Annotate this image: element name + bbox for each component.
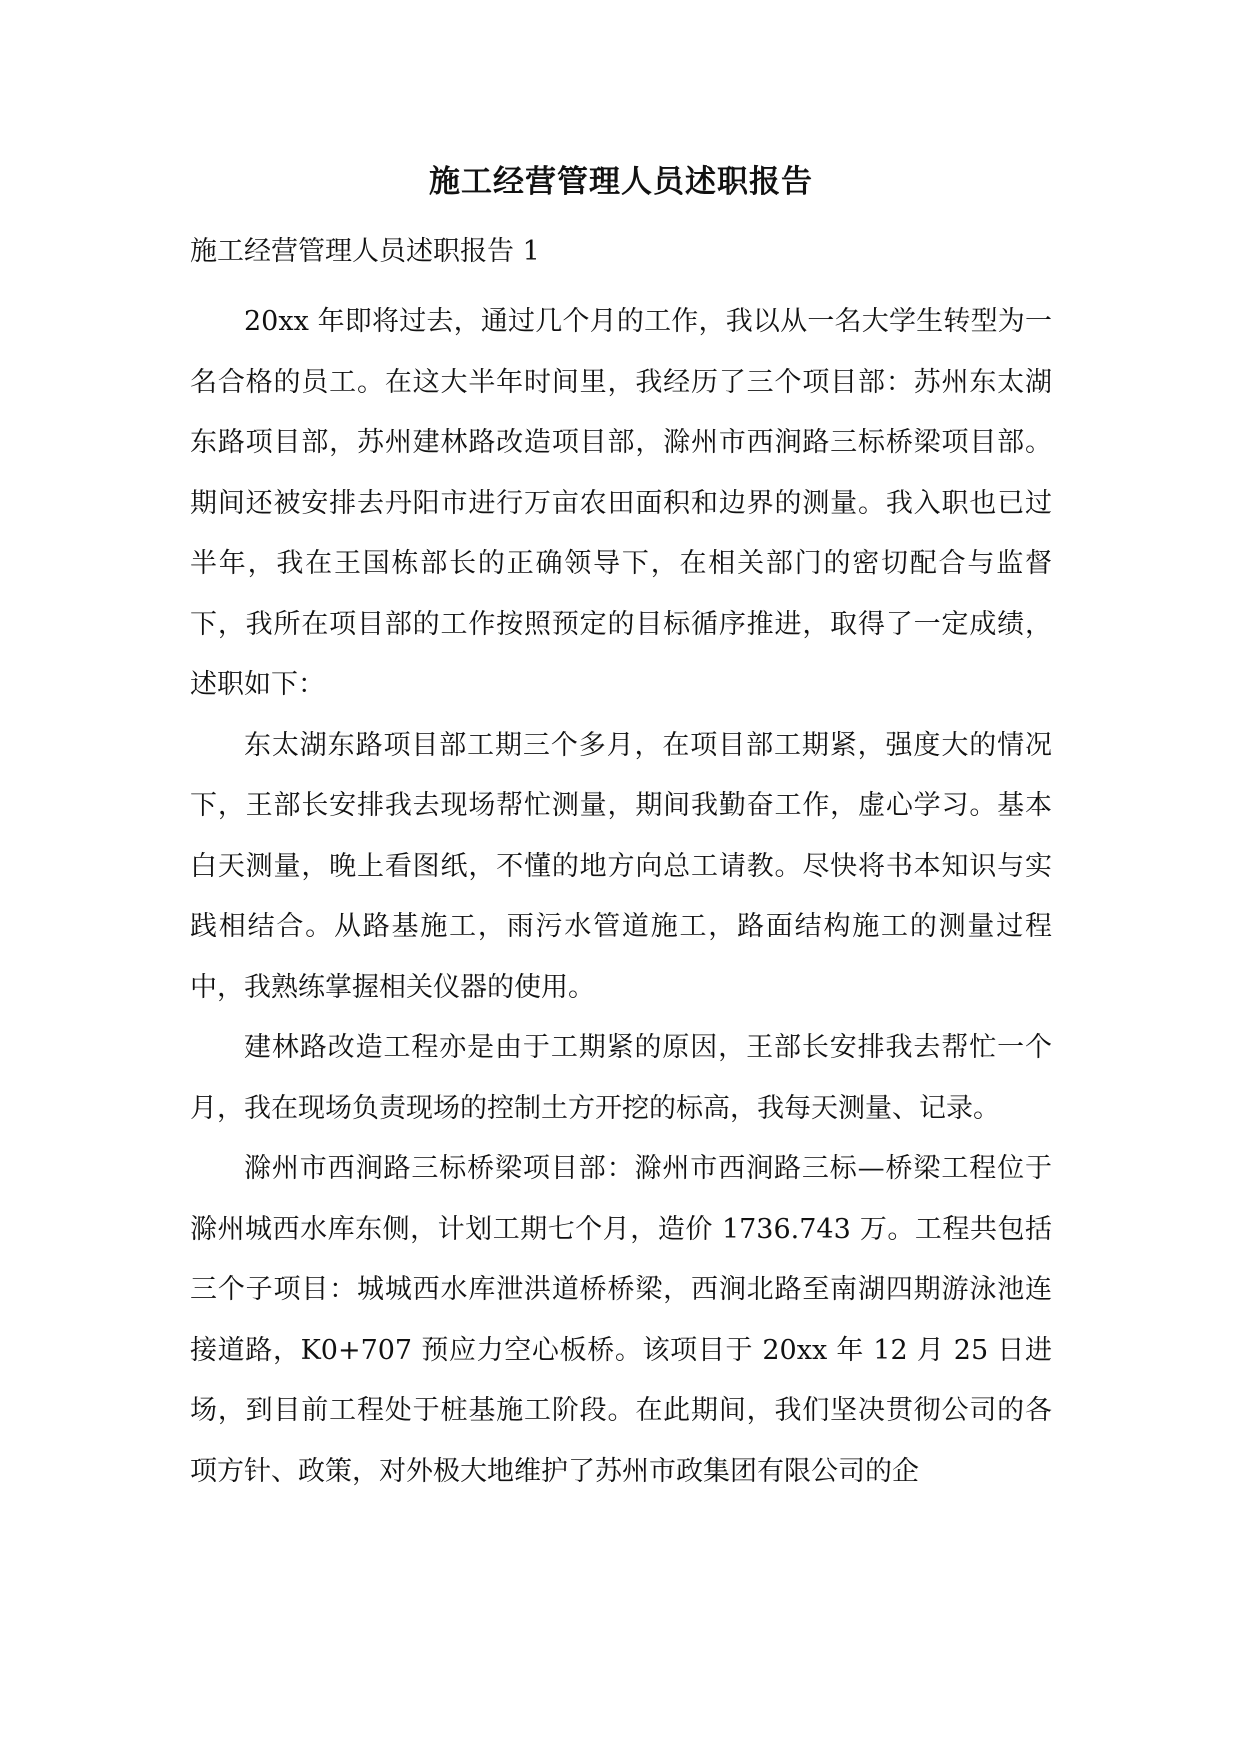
paragraph-intro: 20xx 年即将过去，通过几个月的工作，我以从一名大学生转型为一名合格的员工。在这大半年时间里，我经历了三个项目部：苏州东太湖东路项目部，苏州建林路改造项目部，滁州市西涧路三标桥梁项目部。期间还被安排去丹阳市进行万亩农田面积和边界的测量。我入职也已过半年，我在王国栋部长的正确领导下，在相关部门的密切配合与监督下，我所在项目部的工作按照预定的目标循序推进，取得了一定成绩，述职如下： [190, 306, 1052, 700]
report-subtitle: 施工经营管理人员述职报告 1 [190, 236, 540, 267]
document-body [190, 232, 1052, 1502]
paragraph-dongtaihu-project: 东太湖东路项目部工期三个多月，在项目部工期紧，强度大的情况下，王部长安排我去现场帮忙测量，期间我勤奋工作，虚心学习。基本白天测量，晚上看图纸，不懂的地方向总工请教。尽快将书本知识与实践相结合。从路基施工，雨污水管道施工，路面结构施工的测量过程中，我熟练掌握相关仪器的使用。 [190, 729, 1052, 1003]
paragraph-xijian-road-project: 滁州市西涧路三标桥梁项目部：滁州市西涧路三标—桥梁工程位于滁州城西水库东侧，计划工期七个月，造价 1736.743 万。工程共包括三个子项目：城城西水库泄洪道桥桥梁，西涧北路至南湖四期游泳池连接道路，K0+707 预应力空心板桥。该项目于 20xx 年 12 月 25 日进场，到目前工程处于桩基施工阶段。在此期间，我们坚决贯彻公司的各项方针、政策，对外极大地维护了苏州市政集团有限公司的企 [190, 1153, 1052, 1487]
document-title: 施工经营管理人员述职报告 [429, 164, 813, 200]
paragraph-jianlin-road-project: 建林路改造工程亦是由于工期紧的原因，王部长安排我去帮忙一个月，我在现场负责现场的控制土方开挖的标高，我每天测量、记录。 [190, 1032, 1052, 1124]
